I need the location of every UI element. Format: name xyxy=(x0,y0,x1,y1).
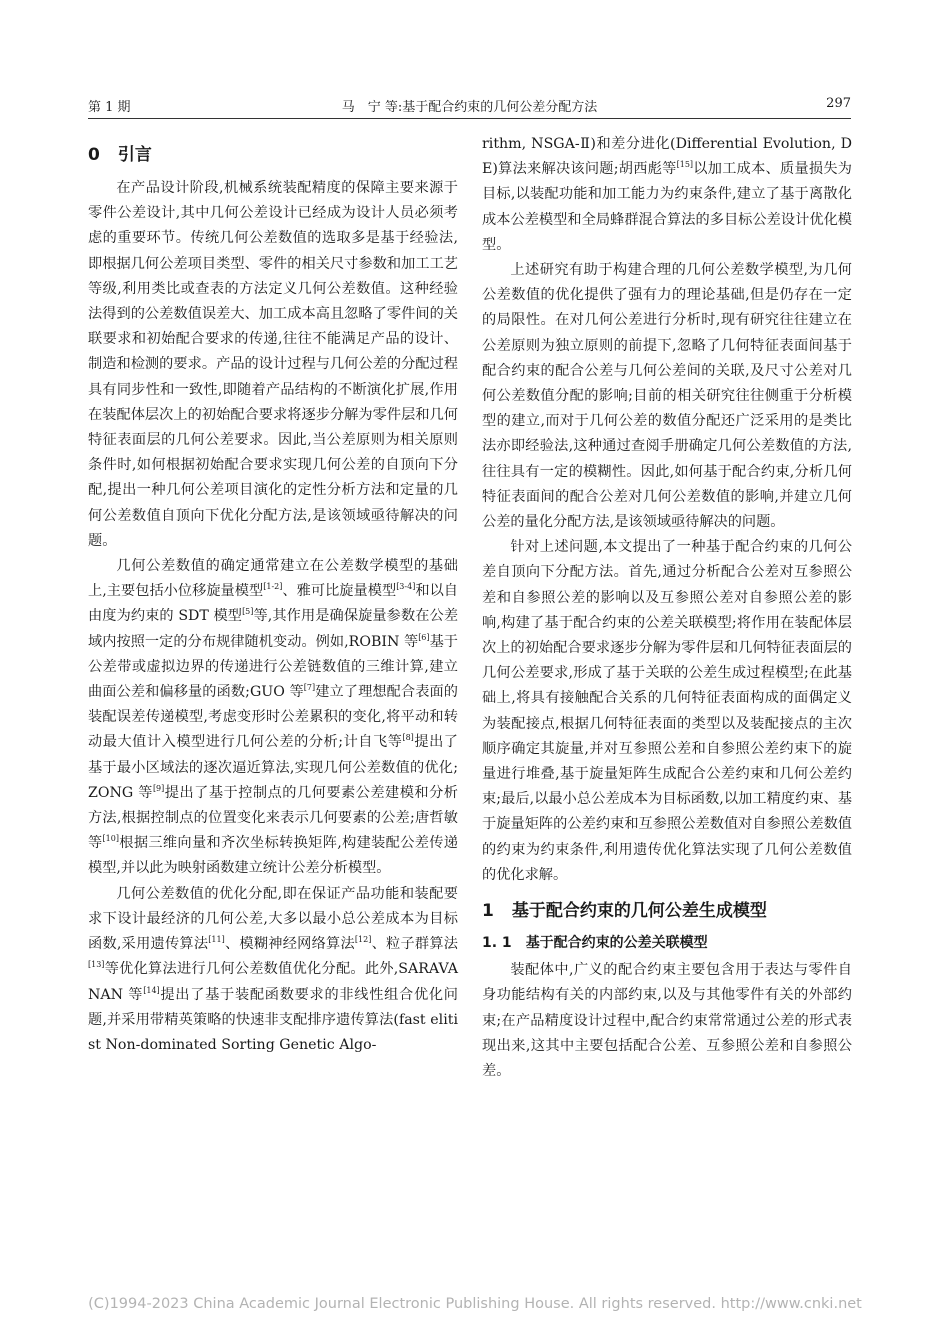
right-column xyxy=(482,132,852,1084)
citation[interactable]: [9] xyxy=(152,783,165,793)
paragraph: 装配体中,广义的配合约束主要包含用于表达与零件自身功能结构有关的内部约束,以及与其他零件有关的外部约束;在产品精度设计过程中,配合约束常常通过公差的形式表现出来,这其中主要包括配合公差、互参照公差和自参照公差。 xyxy=(482,962,852,1079)
citation[interactable]: [15] xyxy=(676,160,694,170)
paragraph: 几何公差数值的确定通常建立在公差数学模型的基础上,主要包括小位移旋量模型[1-2]、雅可比旋量模型[3-4]和以自由度为约束的 SDT 模型[5]等,其作用是确保旋量参数在公差域内按照一定的分布规律随机变动。例如,ROBIN 等[6]基于公差带或虚拟边界的传递进行公差链数值的三维计算,建立曲面公差和偏移量的函数;GUO 等[7]建立了理想配合表面的装配误差传递模型,考虑变形时公差累积的变化,将平动和转动最大值计入模型进行几何公差的分析;计自飞等[8]提出了基于最小区域法的逐次逼近算法,实现几何公差数值的优化;ZONG 等[9]提出了基于控制点的几何要素公差建模和分析方法,根据控制点的位置变化来表示几何要素的公差;唐哲敏等[10]根据三维向量和齐次坐标转换矩阵,构建装配公差传递模型,并以此为映射函数建立统计公差分析模型。 xyxy=(88,558,459,877)
citation[interactable]: [6] xyxy=(418,632,430,642)
paragraph: 针对上述问题,本文提出了一种基于配合约束的几何公差自顶向下分配方法。首先,通过分析配合公差对互参照公差和自参照公差的影响以及互参照公差对自参照公差的影响,构建了基于配合约束的公差关联模型;将作用在装配体层次上的初始配合要求逐步分解为零件层和几何特征表面层的几何公差要求,形成了基于关联的公差生成过程模型;在此基础上,将具有接触配合关系的几何特征表面构成的面偶定义为装配接点,根据几何特征表面的类型以及装配接点的主次顺序确定其旋量,并对互参照公差和自参照公差约束下的旋量进行堆叠,基于旋量矩阵生成配合公差约束和几何公差约束;最后,以最小总公差成本为目标函数,以加工精度约束、基于旋量矩阵的公差约束和互参照公差数值对自参照公差数值的约束为约束条件,利用遗传优化算法实现了几何公差数值的优化求解。 xyxy=(482,539,852,883)
copyright-watermark: (C)1994-2023 China Academic Journal Electronic Publishing House. All rights reserved. http://www.cnki.net xyxy=(88,1296,862,1312)
section-heading-1: 1 基于配合约束的几何公差生成模型 xyxy=(482,901,767,922)
citation[interactable]: [7] xyxy=(303,683,316,693)
section-heading-intro: 0 引言 xyxy=(88,145,152,165)
citation[interactable]: [10] xyxy=(102,834,119,844)
running-header xyxy=(88,92,851,116)
paragraph-continued: rithm, NSGA-Ⅱ)和差分进化(Differential Evolution, DE)算法来解决该问题;胡西彪等[15]以加工成本、质量损失为目标,以装配功能和加工能力为约束条件,建立了基于离散化成本公差模型和全局蜂群混合算法的多目标公差设计优化模型。 xyxy=(482,136,852,253)
citation[interactable]: [1-2] xyxy=(263,582,283,592)
issue-number: 第 1 期 xyxy=(88,100,131,115)
citation[interactable]: [11] xyxy=(208,935,225,945)
citation[interactable]: [12] xyxy=(354,935,372,945)
page-number: 297 xyxy=(826,96,851,111)
subsection-heading-1-1: 1. 1 基于配合约束的公差关联模型 xyxy=(482,935,708,952)
left-column xyxy=(88,132,458,1058)
citation[interactable]: [5] xyxy=(242,607,254,617)
running-title: 马 宁 等:基于配合约束的几何公差分配方法 xyxy=(341,100,598,115)
paragraph: 在产品设计阶段,机械系统装配精度的保障主要来源于零件公差设计,其中几何公差设计已经成为设计人员必须考虑的重要环节。传统几何公差数值的选取多是基于经验法,即根据几何公差项目类型、零件的相关尺寸参数和加工工艺等级,利用类比或查表的方法定义几何公差数值。这种经验法得到的公差数值误差大、加工成本高且忽略了零件间的关联要求和初始配合要求的传递,往往不能满足产品的设计、制造和检测的要求。产品的设计过程与几何公差的分配过程具有同步性和一致性,即随着产品结构的不断演化扩展,作用在装配体层次上的初始配合要求将逐步分解为零件层和几何特征表面层的几何公差要求。因此,当公差原则为相关原则条件时,如何根据初始配合要求实现几何公差的自顶向下分配,提出一种几何公差项目演化的定性分析方法和定量的几何公差数值自顶向下优化分配方法,是该领域亟待解决的问题。 xyxy=(88,180,458,549)
citation[interactable]: [8] xyxy=(402,733,414,743)
paragraph: 几何公差数值的优化分配,即在保证产品功能和装配要求下设计最经济的几何公差,大多以最小总公差成本为目标函数,采用遗传算法[11]、模糊神经网络算法[12]、粒子群算法[13]等优化算法进行几何公差数值优化分配。此外,SARAVANAN 等[14]提出了基于装配函数要求的非线性组合优化问题,并采用带精英策略的快速非支配排序遗传算法(fast elitist Non-dominated Sorting Genetic Algo- xyxy=(88,885,458,1053)
citation[interactable]: [13] xyxy=(88,960,105,970)
paragraph: 上述研究有助于构建合理的几何公差数学模型,为几何公差数值的优化提供了强有力的理论基础,但是仍存在一定的局限性。在对几何公差进行分析时,现有研究往往建立在公差原则为独立原则的前提下,忽略了几何特征表面间基于配合约束的配合公差与几何公差间的关联,及尺寸公差对几何公差数值分配的影响;目前的相关研究往往侧重于分析模型的建立,而对于几何公差的数值分配还广泛采用的是类比法亦即经验法,这种通过查阅手册确定几何公差数值的方法,往往具有一定的模糊性。因此,如何基于配合约束,分析几何特征表面间的配合公差对几何公差数值的影响,并建立几何公差的量化分配方法,是该领域亟待解决的问题。 xyxy=(482,262,852,531)
citation[interactable]: [3-4] xyxy=(396,582,416,592)
citation[interactable]: [14] xyxy=(143,985,160,995)
header-rule xyxy=(88,118,851,119)
